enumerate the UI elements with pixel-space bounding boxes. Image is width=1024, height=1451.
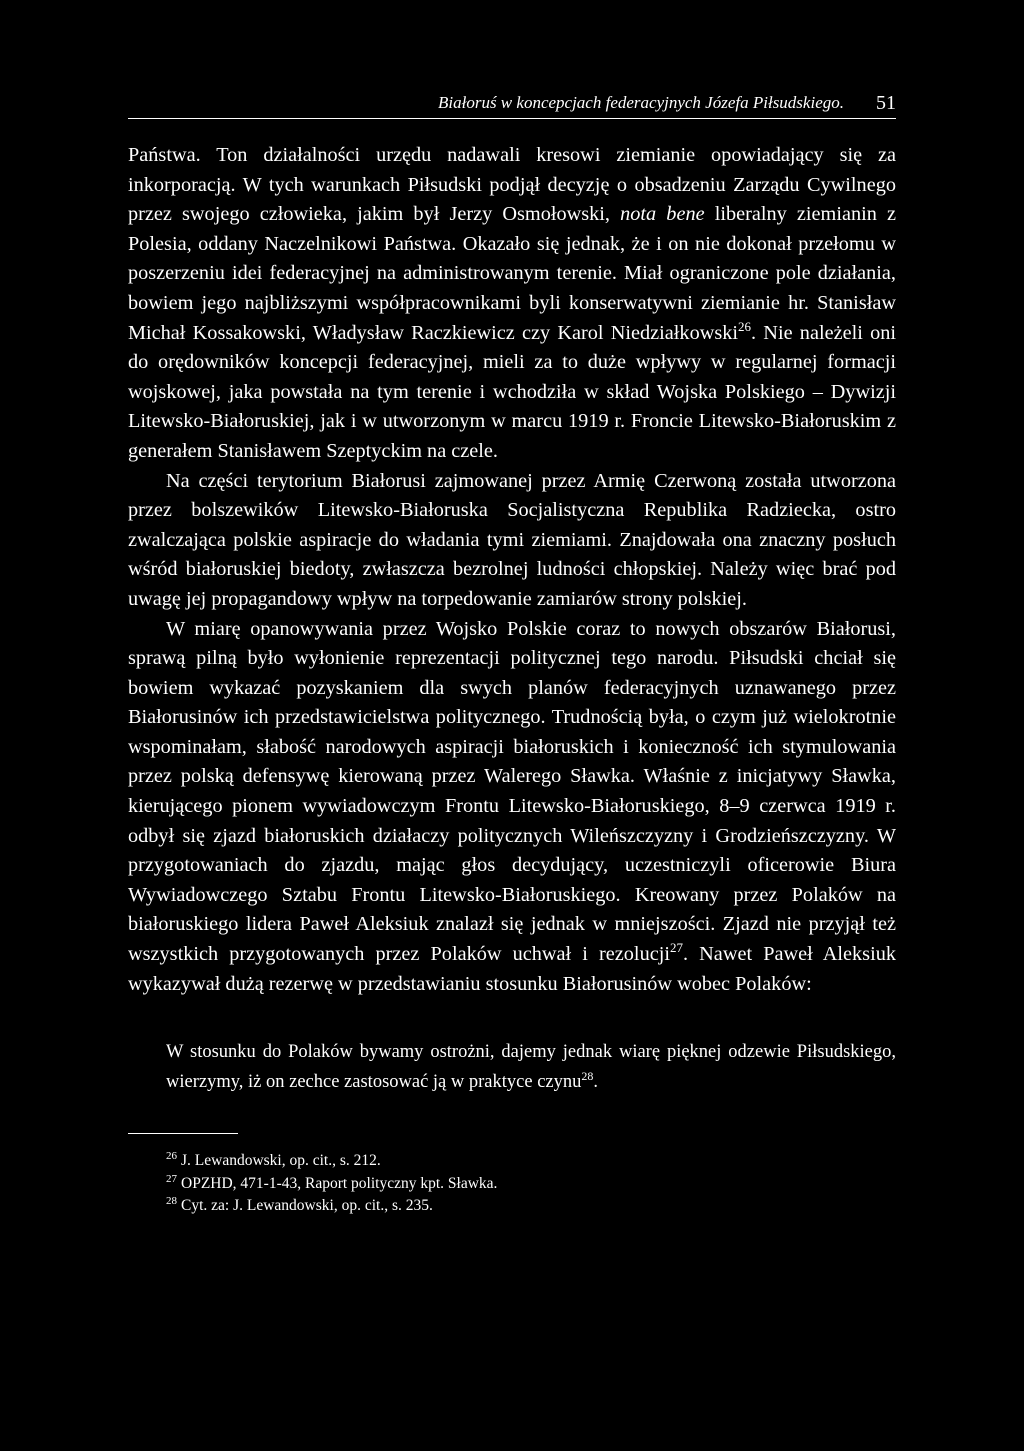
- footnote-27: [128, 1173, 896, 1196]
- paragraph-3: [128, 615, 896, 1000]
- footnote-26: [128, 1150, 896, 1173]
- footnote-28: [128, 1195, 896, 1218]
- footnote-rule: [128, 1133, 238, 1134]
- footnote-ref-28[interactable]: 28: [581, 1069, 594, 1084]
- running-head: [128, 88, 896, 118]
- footnote-ref-27[interactable]: 27: [669, 940, 683, 956]
- paragraph-3-text-b: . Nawet Paweł Aleksiuk wykazywał dużą rezerwę w przedstawianiu stosunku Białorusinów wobec Polaków:: [128, 943, 896, 995]
- header-rule: [128, 118, 896, 119]
- paragraph-1-text-a: Państwa. Ton działalności urzędu nadawali kresowi ziemianie opowiadający się za inkorporacją. W tych warunkach Piłsudski podjął decyzję o obsadzeniu Zarządu Cywilnego przez swojego człowieka, jakim był Jerzy Osmołowski,: [128, 144, 896, 226]
- block-quote: [166, 1037, 896, 1097]
- footnote-number: 28: [166, 1195, 177, 1208]
- footnote-number: 27: [166, 1172, 177, 1185]
- footnote-text: Cyt. za: J. Lewandowski, op. cit., s. 235.: [181, 1197, 433, 1215]
- paragraph-1-text-b: liberalny ziemianin z Polesia, oddany Naczelnikowi Państwa. Okazało się jednak, że i on nie dokonał przełomu w poszerzeniu idei federacyjnej na administrowanym terenie. Miał ograniczone pole działania, bowiem jego najbliższymi współpracownikami byli konserwatywni ziemianie hr. Stanisław Michał Kossakowski, Władysław Raczkiewicz czy Karol Niedziałkowski: [128, 203, 897, 344]
- paragraph-3-text-a: W miarę opanowywania przez Wojsko Polskie coraz to nowych obszarów Białorusi, sprawą pilną było wyłonienie reprezentacji politycznej tego narodu. Piłsudski chciał się bowiem wykazać pozyskaniem dla swych planów federacyjnych uznawanego przez Białorusinów ich przedstawicielstwa politycznego. Trudnością była, o czym już wielokrotnie wspominałam, słabość narodowych aspiracji białoruskich i konieczność ich stymulowania przez polską defensywę kierowaną przez Walerego Sławka. Właśnie z inicjatywy Sławka, kierującego pionem wywiadowczym Frontu Litewsko-Białoruskiego, 8–9 czerwca 1919 r. odbył się zjazd białoruskich działaczy politycznych Wileńszczyzny i Grodzieńszczyzny. W przygotowaniach do zjazdu, mając głos decydujący, uczestniczyli oficerowie Biura Wywiadowczego Sztabu Frontu Litewsko-Białoruskiego. Kreowany przez Polaków na białoruskiego lidera Paweł Aleksiuk znalazł się jednak w mniejszości. Zjazd nie przyjął też wszystkich przygotowanych przez Polaków uchwał i rezolucji: [128, 617, 896, 966]
- paragraph-1-text-c: . Nie należeli oni do orędowników koncepcji federacyjnej, mieli za to duże wpływy w regularnej formacji wojskowej, jaka powstała na tym terenie i wchodziła w skład Wojska Polskiego – Dywizji Litewsko-Białoruskiej, jak i w utworzonym w marcu 1919 r. Froncie Litewsko-Białoruskim z generałem Stanisławem Szeptyckim na czele.: [128, 321, 896, 462]
- footnote-number: 26: [166, 1150, 177, 1163]
- quote-text: W stosunku do Polaków bywamy ostrożni, dajemy jednak wiarę pięknej odzewie Piłsudskiego, wierzymy, iż on zechce zastosować ją w praktyce czynu: [166, 1042, 896, 1093]
- paragraph-1-italic: nota bene: [620, 203, 705, 226]
- paragraph-1: [128, 141, 896, 467]
- body-text: [128, 141, 896, 999]
- page-content: [128, 88, 896, 1218]
- footnote-ref-26[interactable]: 26: [738, 318, 752, 334]
- paragraph-2: Na części terytorium Białorusi zajmowanej przez Armię Czerwoną została utworzona przez bolszewików Litewsko-Białoruska Socjalistyczna Republika Radziecka, ostro zwalczająca polskie aspiracje do władania tymi ziemiami. Znajdowała ona znaczny posłuch wśród białoruskiej biedoty, zwłaszcza bezrolnej ludności chłopskiej. Należy więc brać pod uwagę jej propagandowy wpływ na torpedowanie zamiarów strony polskiej.: [128, 469, 896, 610]
- footnotes: [128, 1150, 896, 1218]
- page-number: 51: [876, 92, 896, 114]
- running-title: Białoruś w koncepcjach federacyjnych Józefa Piłsudskiego.: [438, 93, 844, 112]
- quote-end: .: [593, 1072, 598, 1093]
- footnote-text: OPZHD, 471-1-43, Raport polityczny kpt. Sławka.: [181, 1174, 498, 1192]
- footnote-text: J. Lewandowski, op. cit., s. 212.: [181, 1152, 381, 1170]
